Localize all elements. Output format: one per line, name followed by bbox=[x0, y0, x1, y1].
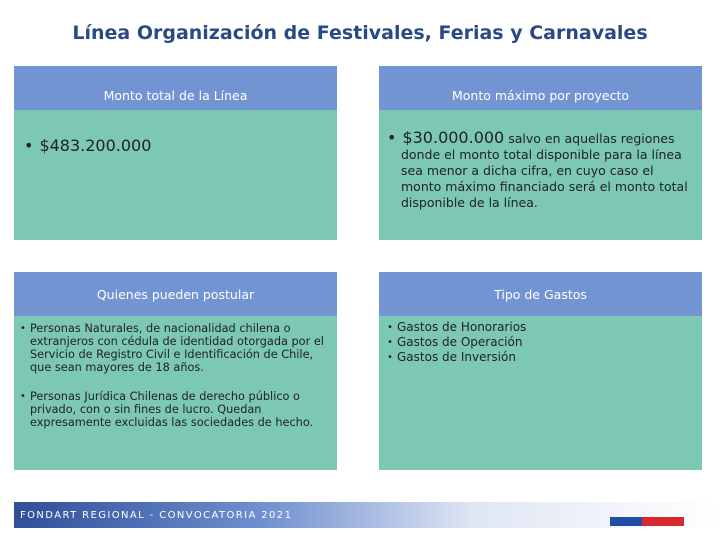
panel-header bbox=[14, 66, 337, 110]
panel-header-label: Tipo de Gastos bbox=[494, 286, 587, 302]
flag-red-segment bbox=[642, 517, 684, 526]
list-item bbox=[387, 320, 694, 335]
list-item-text: Gastos de Inversión bbox=[397, 350, 516, 364]
panel-body bbox=[379, 110, 702, 240]
footer-text: FONDART REGIONAL - CONVOCATORIA 2021 bbox=[20, 510, 293, 521]
bullet-icon: • bbox=[387, 352, 393, 363]
panel-header bbox=[14, 272, 337, 316]
flag-blue-segment bbox=[610, 517, 642, 526]
panel-body bbox=[14, 110, 337, 240]
total-amount: $483.200.000 bbox=[39, 136, 152, 155]
list-item bbox=[20, 390, 329, 429]
panel-monto-maximo bbox=[379, 66, 702, 240]
panel-header bbox=[379, 66, 702, 110]
max-amount-text bbox=[379, 110, 702, 211]
bullet-icon: • bbox=[20, 391, 26, 402]
list-item bbox=[387, 335, 694, 350]
list-item bbox=[20, 322, 329, 374]
max-amount: $30.000.000 bbox=[402, 128, 505, 147]
panel-header-label: Monto total de la Línea bbox=[103, 87, 248, 103]
max-amount-rest: donde el monto total disponible para la línea sea menor a dicha cifra, en cuyo caso el monto máximo financiado será el monto total disponible de la línea. bbox=[401, 147, 688, 210]
panel-header-label: Monto máximo por proyecto bbox=[451, 87, 630, 103]
bullet-icon: • bbox=[24, 136, 34, 155]
list-item bbox=[387, 350, 694, 365]
panel-monto-total bbox=[14, 66, 337, 240]
list-item-text: Personas Jurídica Chilenas de derecho público o privado, con o sin fines de lucro. Quedan expresamente excluidas las sociedades de hecho. bbox=[30, 390, 314, 429]
list-item-text: Gastos de Honorarios bbox=[397, 320, 527, 334]
list-item-text: Gastos de Operación bbox=[397, 335, 523, 349]
panel-header-label: Quienes pueden postular bbox=[96, 286, 255, 302]
panel-tipo-de-gastos bbox=[379, 272, 702, 470]
list-item-text: Personas Naturales, de nacionalidad chilena o extranjeros con cédula de identidad otorgada por el Servicio de Registro Civil e Identificación de Chile, que sean mayores de 18 años. bbox=[30, 322, 324, 374]
panel-body bbox=[14, 316, 337, 470]
panel-quienes-pueden-postular bbox=[14, 272, 337, 470]
panel-header bbox=[379, 272, 702, 316]
eligibility-list bbox=[14, 316, 337, 429]
bullet-icon: • bbox=[20, 323, 26, 334]
bullet-icon: • bbox=[387, 337, 393, 348]
expense-types-list bbox=[379, 316, 702, 365]
amount-bullet bbox=[14, 110, 337, 155]
flag-stripe-icon bbox=[610, 517, 684, 526]
bullet-icon: • bbox=[387, 322, 393, 333]
max-amount-inline: salvo en aquellas regiones bbox=[508, 131, 675, 146]
bullet-icon: • bbox=[387, 128, 397, 147]
panel-body bbox=[379, 316, 702, 470]
slide-title: Línea Organización de Festivales, Ferias y Carnavales bbox=[72, 22, 648, 44]
